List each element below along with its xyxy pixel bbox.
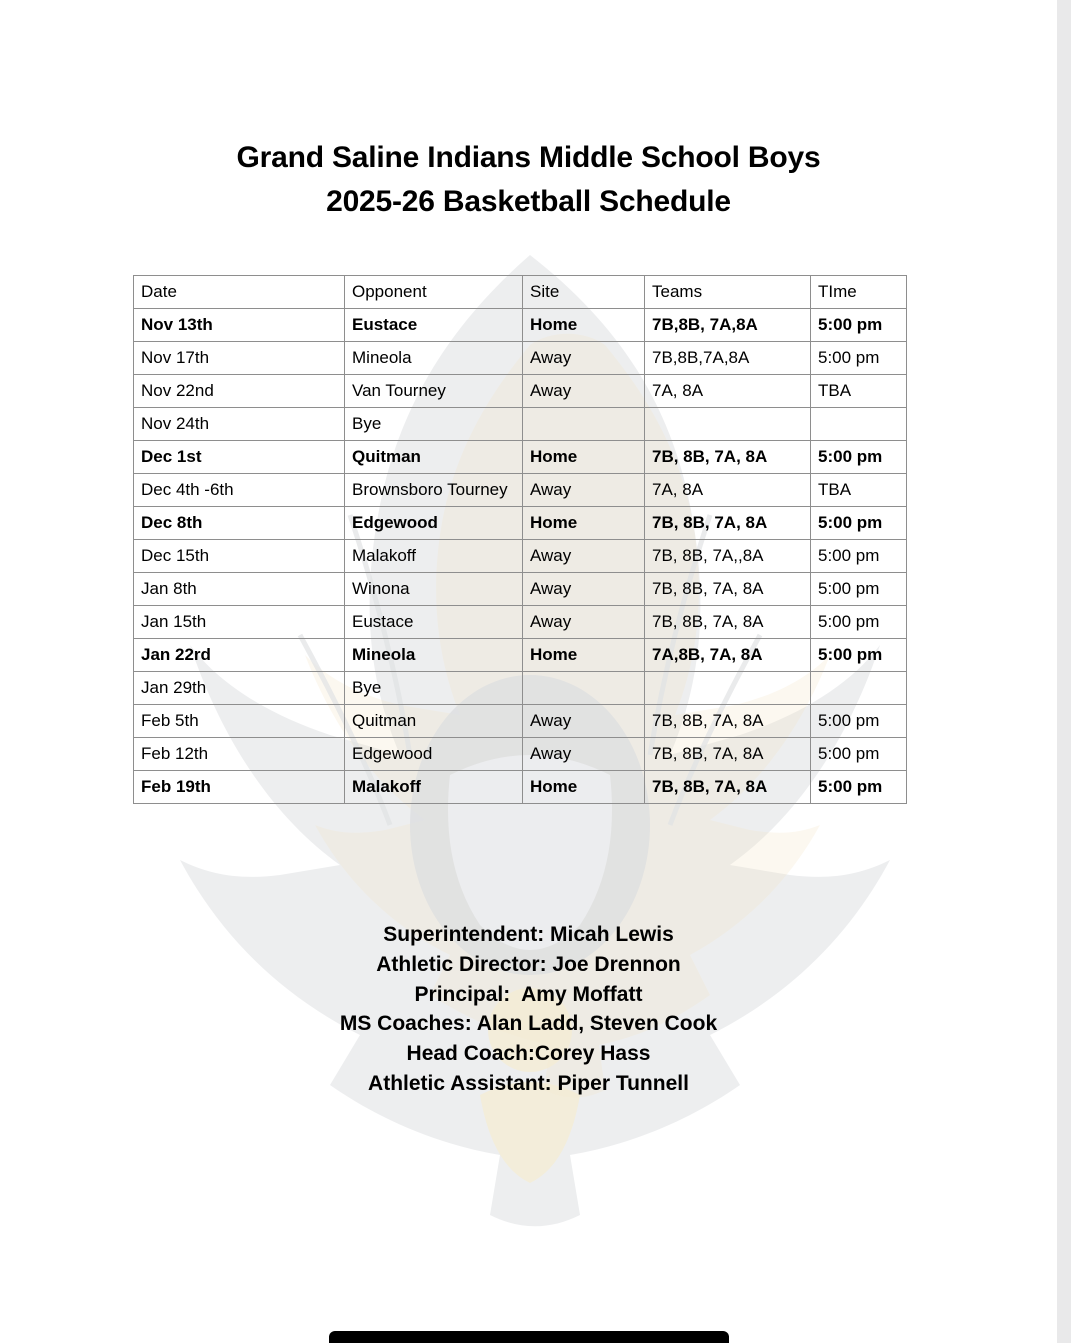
staff-head-coach: Head Coach:Corey Hass (406, 1042, 651, 1066)
staff-ms-coaches: MS Coaches: Alan Ladd, Steven Cook (339, 1012, 718, 1036)
cell-site (523, 408, 645, 441)
cell-opponent: Quitman (345, 441, 523, 474)
cell-date: Feb 12th (134, 738, 345, 771)
cell-site: Away (523, 474, 645, 507)
cell-teams (645, 408, 811, 441)
cell-opponent: Winona (345, 573, 523, 606)
cell-date: Jan 15th (134, 606, 345, 639)
cell-date: Nov 13th (134, 309, 345, 342)
cell-date: Feb 19th (134, 771, 345, 804)
cell-date: Nov 22nd (134, 375, 345, 408)
cell-time: 5:00 pm (811, 540, 907, 573)
cell-date: Dec 8th (134, 507, 345, 540)
cell-date: Dec 15th (134, 540, 345, 573)
table-row (134, 639, 907, 672)
column-header-site: Site (523, 276, 645, 309)
cell-site: Home (523, 441, 645, 474)
cell-teams: 7B, 8B, 7A, 8A (645, 771, 811, 804)
cell-opponent: Bye (345, 672, 523, 705)
cell-teams: 7B, 8B, 7A, 8A (645, 738, 811, 771)
cell-time: TBA (811, 375, 907, 408)
table-row (134, 474, 907, 507)
title-line-2: 2025-26 Basketball Schedule (326, 184, 731, 218)
cell-time: 5:00 pm (811, 606, 907, 639)
staff-athletic-assistant: Athletic Assistant: Piper Tunnell (368, 1072, 689, 1096)
cell-opponent: Eustace (345, 606, 523, 639)
cell-site (523, 672, 645, 705)
cell-teams: 7B, 8B, 7A, 8A (645, 441, 811, 474)
cell-date: Nov 17th (134, 342, 345, 375)
cell-opponent: Edgewood (345, 738, 523, 771)
cell-date: Feb 5th (134, 705, 345, 738)
cell-time: 5:00 pm (811, 738, 907, 771)
home-indicator (329, 1331, 729, 1343)
table-row (134, 540, 907, 573)
cell-opponent: Van Tourney (345, 375, 523, 408)
cell-time (811, 672, 907, 705)
cell-time (811, 408, 907, 441)
cell-date: Jan 22rd (134, 639, 345, 672)
cell-opponent: Malakoff (345, 771, 523, 804)
table-row (134, 507, 907, 540)
table-row (134, 771, 907, 804)
cell-teams: 7B, 8B, 7A,,8A (645, 540, 811, 573)
staff-list (0, 920, 1057, 1099)
cell-teams: 7B,8B, 7A,8A (645, 309, 811, 342)
cell-teams: 7A, 8A (645, 375, 811, 408)
column-header-time: TIme (811, 276, 907, 309)
page-right-edge (1057, 0, 1071, 1343)
cell-teams: 7B, 8B, 7A, 8A (645, 573, 811, 606)
cell-time: 5:00 pm (811, 705, 907, 738)
cell-opponent: Edgewood (345, 507, 523, 540)
cell-time: 5:00 pm (811, 342, 907, 375)
cell-time: TBA (811, 474, 907, 507)
cell-time: 5:00 pm (811, 309, 907, 342)
cell-site: Away (523, 738, 645, 771)
cell-date: Nov 24th (134, 408, 345, 441)
table-row (134, 441, 907, 474)
cell-site: Away (523, 573, 645, 606)
cell-teams: 7A,8B, 7A, 8A (645, 639, 811, 672)
cell-site: Home (523, 771, 645, 804)
title-line-1: Grand Saline Indians Middle School Boys (236, 141, 821, 174)
cell-teams: 7B, 8B, 7A, 8A (645, 507, 811, 540)
table-row (134, 606, 907, 639)
column-header-teams: Teams (645, 276, 811, 309)
staff-athletic-director: Athletic Director: Joe Drennon (376, 952, 681, 976)
cell-teams: 7B, 8B, 7A, 8A (645, 606, 811, 639)
staff-superintendent: Superintendent: Micah Lewis (383, 923, 674, 946)
cell-teams (645, 672, 811, 705)
page-title (0, 0, 1057, 223)
cell-site: Away (523, 606, 645, 639)
table-row (134, 705, 907, 738)
cell-time: 5:00 pm (811, 441, 907, 474)
cell-site: Away (523, 375, 645, 408)
table-row (134, 342, 907, 375)
cell-date: Dec 1st (134, 441, 345, 474)
cell-opponent: Quitman (345, 705, 523, 738)
cell-date: Dec 4th -6th (134, 474, 345, 507)
cell-opponent: Bye (345, 408, 523, 441)
table-row (134, 309, 907, 342)
cell-site: Home (523, 507, 645, 540)
cell-opponent: Malakoff (345, 540, 523, 573)
table-row (134, 738, 907, 771)
cell-site: Home (523, 309, 645, 342)
cell-opponent: Brownsboro Tourney (345, 474, 523, 507)
staff-principal: Principal: Amy Moffatt (414, 982, 643, 1006)
table-header-row (134, 276, 907, 309)
cell-teams: 7B, 8B, 7A, 8A (645, 705, 811, 738)
cell-date: Jan 29th (134, 672, 345, 705)
cell-opponent: Mineola (345, 342, 523, 375)
schedule-table (133, 275, 907, 804)
table-row (134, 408, 907, 441)
cell-teams: 7A, 8A (645, 474, 811, 507)
cell-site: Away (523, 342, 645, 375)
cell-time: 5:00 pm (811, 573, 907, 606)
table-row (134, 375, 907, 408)
cell-opponent: Eustace (345, 309, 523, 342)
table-row (134, 573, 907, 606)
cell-teams: 7B,8B,7A,8A (645, 342, 811, 375)
table-row (134, 672, 907, 705)
cell-site: Home (523, 639, 645, 672)
column-header-date: Date (134, 276, 345, 309)
cell-time: 5:00 pm (811, 771, 907, 804)
cell-opponent: Mineola (345, 639, 523, 672)
cell-site: Away (523, 540, 645, 573)
cell-time: 5:00 pm (811, 507, 907, 540)
cell-date: Jan 8th (134, 573, 345, 606)
cell-time: 5:00 pm (811, 639, 907, 672)
cell-site: Away (523, 705, 645, 738)
column-header-opponent: Opponent (345, 276, 523, 309)
